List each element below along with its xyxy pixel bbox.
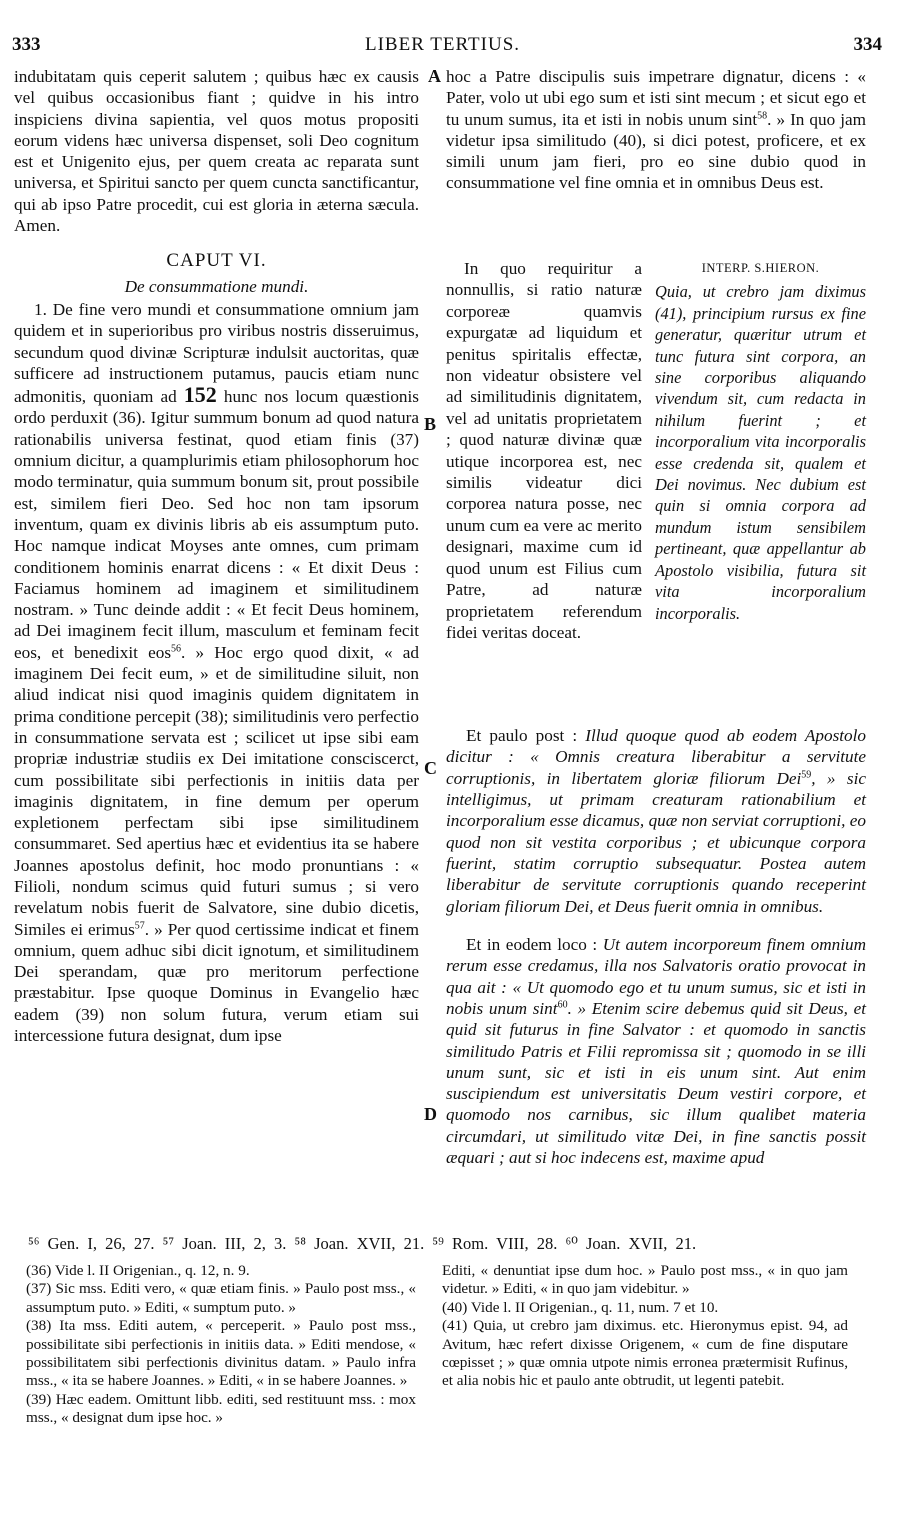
text-segment: hunc nos locum quæstionis ordo perduxit (36). Igitur summum bonum ad quod natura rationabilis universa festinat, quod etiam finis (37) omnium dicitur, a quamplurimis etiam philosophorum hoc modo terminatur, quia summum bonum sit, prout possibile est, similem fieri Deo. Sed hoc non tam ipsorum inventum, quam ex divinis libris ab eis assumptum puto. Hoc namque indicat Moyses ante omnes, cum primam conditionem hominis enarrat dicens : « Et dixit Deus : Faciamus hominem ad imaginem et similitudinem nostram. » Tunc deinde addit : « Et fecit Deus hominem, ad Dei imaginem fecit illum, masculum et feminam fecit eos, et benedixit eos	[14, 387, 419, 662]
text-segment: Et in eodem loco :	[466, 935, 598, 955]
footnote: (38) Ita mss. Editi autem, « perceperit. » Paulo post mss., possibilitate sibi perfectionis in initiis data. » Editi mendose, « possibilitatem sibi perfectionis divinitus datam. » Paulo infra mss., « ita se habere Joannes. » Editi, « in se habere Joannes. »	[26, 1317, 416, 1390]
footnote-ref: 57	[134, 919, 145, 931]
text-segment: , » sic intelligimus, ut primam creaturam rationabilium et incorporalium esse dicamus, quæ non serviat corruptioni, eo quod non sit vestita corporibus ; et ubicunque corpora fuerint, statim corruptio subsequatur. Postea autem liberabitur de servitute corruptionis quando receperint gloriam filiorum Dei, et Deus fuerit omnia in omnibus.	[446, 768, 866, 916]
footnote: (41) Quia, ut crebro jam diximus. etc. Hieronymus epist. 94, ad Avitum, hæc refert dixisse Origenem, « cum de fine disputare cœpisset ; » quæ omnia utpote nimis erronea prætermisit Rufinus, et alia nobis hic et paulo ante obtrudit, ut legenti patebit.	[442, 1317, 848, 1390]
text-segment: Illud quoque quod ab eodem Apostolo dicitur : « Omnis creatura liberabitur a servitute corruptionis, in libertatem gloriæ filiorum Dei	[446, 726, 867, 788]
margin-marker-b: B	[424, 414, 437, 434]
interpretation-heading: INTERP. S.HIERON.	[701, 261, 820, 275]
right-column-top	[446, 66, 866, 194]
footnote-ref: 60	[557, 999, 568, 1011]
footnotes-left	[26, 1262, 416, 1428]
footnote-ref: 56	[171, 642, 182, 654]
chapter-subtitle: De consummatione mundi.	[124, 276, 309, 296]
right-paragraph-0	[446, 66, 866, 194]
hieronymus-interpretation	[655, 258, 866, 624]
text-segment: Ut autem incorporeum finem omnium rerum esse credamus, illa nos Salvatoris oratio provocat in qua ait : « Ut quomodo ego et tu unum sumus, sic et isti in nobis unum sint	[446, 935, 867, 1018]
running-title: LIBER TERTIUS.	[365, 34, 521, 55]
text-segment: hoc a Patre discipulis suis impetrare dignatur, dicens : « Pater, volo ut ubi ego sum et isti sint mecum ; et sicut ego et tu unum sumus, ita et isti in nobis unum sint	[446, 67, 866, 129]
margin-marker-c: C	[424, 758, 437, 778]
text-segment: . » Per quod certissime indicat et finem omnium, quem adhuc sibi dicit ignotum, et similitudinem Dei sperandam, quæ pro meritorum perfectione præstabitur. Ipse quoque Dominus in Evangelio hæc eadem (39) non solum futura, verum etiam sui intercessione futura designat, dum ipse	[14, 919, 419, 1046]
footnote: Editi, « denuntiat ipse dum hoc. » Paulo post mss., « in quo jam videtur. » Editi, « in quo jam videbitur. »	[442, 1262, 848, 1298]
right-paragraph-3	[446, 934, 866, 1168]
text-segment: 1. De fine vero mundi et consummatione omnium jam quidem et in superioribus pro viribus nostris disseruimus, secundum quod divinæ Scripturæ indulsit auctoritas, quæ sufficere ad instructionem putamus, paucis etiam nunc admonitis, quoniam ad	[14, 299, 419, 407]
split-section	[446, 258, 866, 703]
scripture-references: ⁵⁶ Gen. I, 26, 27. ⁵⁷ Joan. III, 2, 3. ⁵⁸ Joan. XVII, 21. ⁵⁹ Rom. VIII, 28. ⁶⁰ Joan. XVII, 21.	[28, 1234, 697, 1253]
page-number-right: 334	[853, 34, 882, 55]
right-paragraph-2	[446, 725, 866, 917]
footnote: (40) Vide l. II Origenian., q. 11, num. 7 et 10.	[442, 1298, 719, 1316]
rufinus-text	[446, 258, 642, 643]
footnote-ref: 58	[757, 109, 768, 121]
footnote: (37) Sic mss. Editi vero, « quæ etiam finis. » Paulo post mss., « assumptum puto. » Editi, « sumptum puto. »	[26, 1280, 416, 1316]
interpretation-text: Quia, ut crebro jam diximus (41), principium rursus ex fine generatur, quæritur utrum et tunc futura sint corpora, an sine corporibus aliquando vivendum sit, cum redacta in nihilum fuerint ; et incorporalium vita incorporalis esse credenda sit, qualem et Dei novimus. Nec dubium est quin si omnia corpora ad mundum istum sensibilem pertineant, quæ appellantur ab Apostolo visibilia, futura sit vita incorporalium incorporalis.	[655, 282, 866, 623]
text-segment: In quo requiritur a nonnullis, si ratio naturæ corporeæ quamvis expurgatæ ad liquidum et penitus spiritalis effectæ, non videatur obsistere vel ad similitudinis dignitatem, vel ad unitatis proprietatem ; quod naturæ divinæ quæ utique incorporea est, nec similis videatur dici corporea natura posse, nec unum cum ea vere ac merito designari, maxime cum id quod unum est Filius cum Patre, ad naturæ proprietatem referendum fidei veritas doceat.	[446, 259, 642, 642]
text-segment: Et paulo post :	[466, 726, 578, 746]
left-paragraph-0: indubitatam quis ceperit salutem ; quibus hæc ex causis vel quibus occasionibus fiant ; quidve in his intro inspiciens divina sapientia, vel quos motus propositi eorum videns hæc universa dispenset, soli Deo cognitum est et Unigenito ejus, per quem creata ac reparata sunt universa, et Spiritui sancto per quem cuncta sanctificantur, qui ab ipso Patre procedit, cui est gloria in æterna sæcula. Amen.	[14, 67, 419, 236]
left-paragraph-1	[14, 299, 419, 1046]
margin-marker-d: D	[424, 1104, 437, 1124]
right-column-bottom	[446, 708, 866, 1186]
footnote: (39) Hæc eadem. Omittunt libb. editi, sed restituunt mss. : mox mss., « designat dum ipse hoc. »	[26, 1390, 416, 1427]
footnote: (36) Vide l. II Origenian., q. 12, n. 9.	[26, 1262, 250, 1279]
left-column	[14, 66, 419, 1046]
chapter-title: CAPUT VI.	[166, 250, 267, 272]
text-segment: . » Hoc ergo quod dixit, « ad imaginem Dei fecit eum, » et de similitudine siluit, non aliud indicat nisi quod imaginis quidem dignitatem in prima conditione percepit (38); similitudinis vero perfectio in consummatione servata est ; scilicet ut ipse sibi eam propriæ industriæ studiis ex Dei imitatione consciscerct, cum possibilitate sibi perfectionis in initiis data per imaginis dignitatem, in fine demum per operum expletionem perfectam sibi ipse similitudinem consummaret. Sed apertius hæc et evidentius ita se habere Joannes apostolus definit, hoc modo pronuntians : « Filioli, nondum scimus quid futuri sumus ; si vero revelatum nobis fuerit de Salvatore, sine dubio dicetis, Similes ei erimus	[14, 642, 419, 939]
margin-marker-a: A	[428, 66, 441, 86]
footnotes-right	[442, 1262, 848, 1391]
page-number-left: 333	[12, 34, 41, 55]
text-segment: . » In quo jam videtur ipsa similitudo (40), si dici potest, proficere, et ex simili unum jam fieri, pro eo sine dubio quod in consummatione vel fine omnia et in omnibus Deus est.	[446, 109, 866, 193]
margin-number: 152	[183, 382, 217, 408]
footnote-ref: 59	[801, 769, 812, 781]
text-segment: . » Etenim scire debemus quid sit Deus, et quid sit futurus in fine Salvator : et quomodo in sanctis similitudo Patris et Filii repromissa sit ; quomodo in se illi unum sunt, sic et isti in eis unum sint. Aut enim suscipiendum est universitatis Deum vestiri corpore, et quomodo nos carnibus, sic illum qualibet materia circumdari, ut similitudo vitæ Dei, in fine sanctis possit æquari ; aut si hoc indecens est, maxime apud	[446, 998, 866, 1168]
